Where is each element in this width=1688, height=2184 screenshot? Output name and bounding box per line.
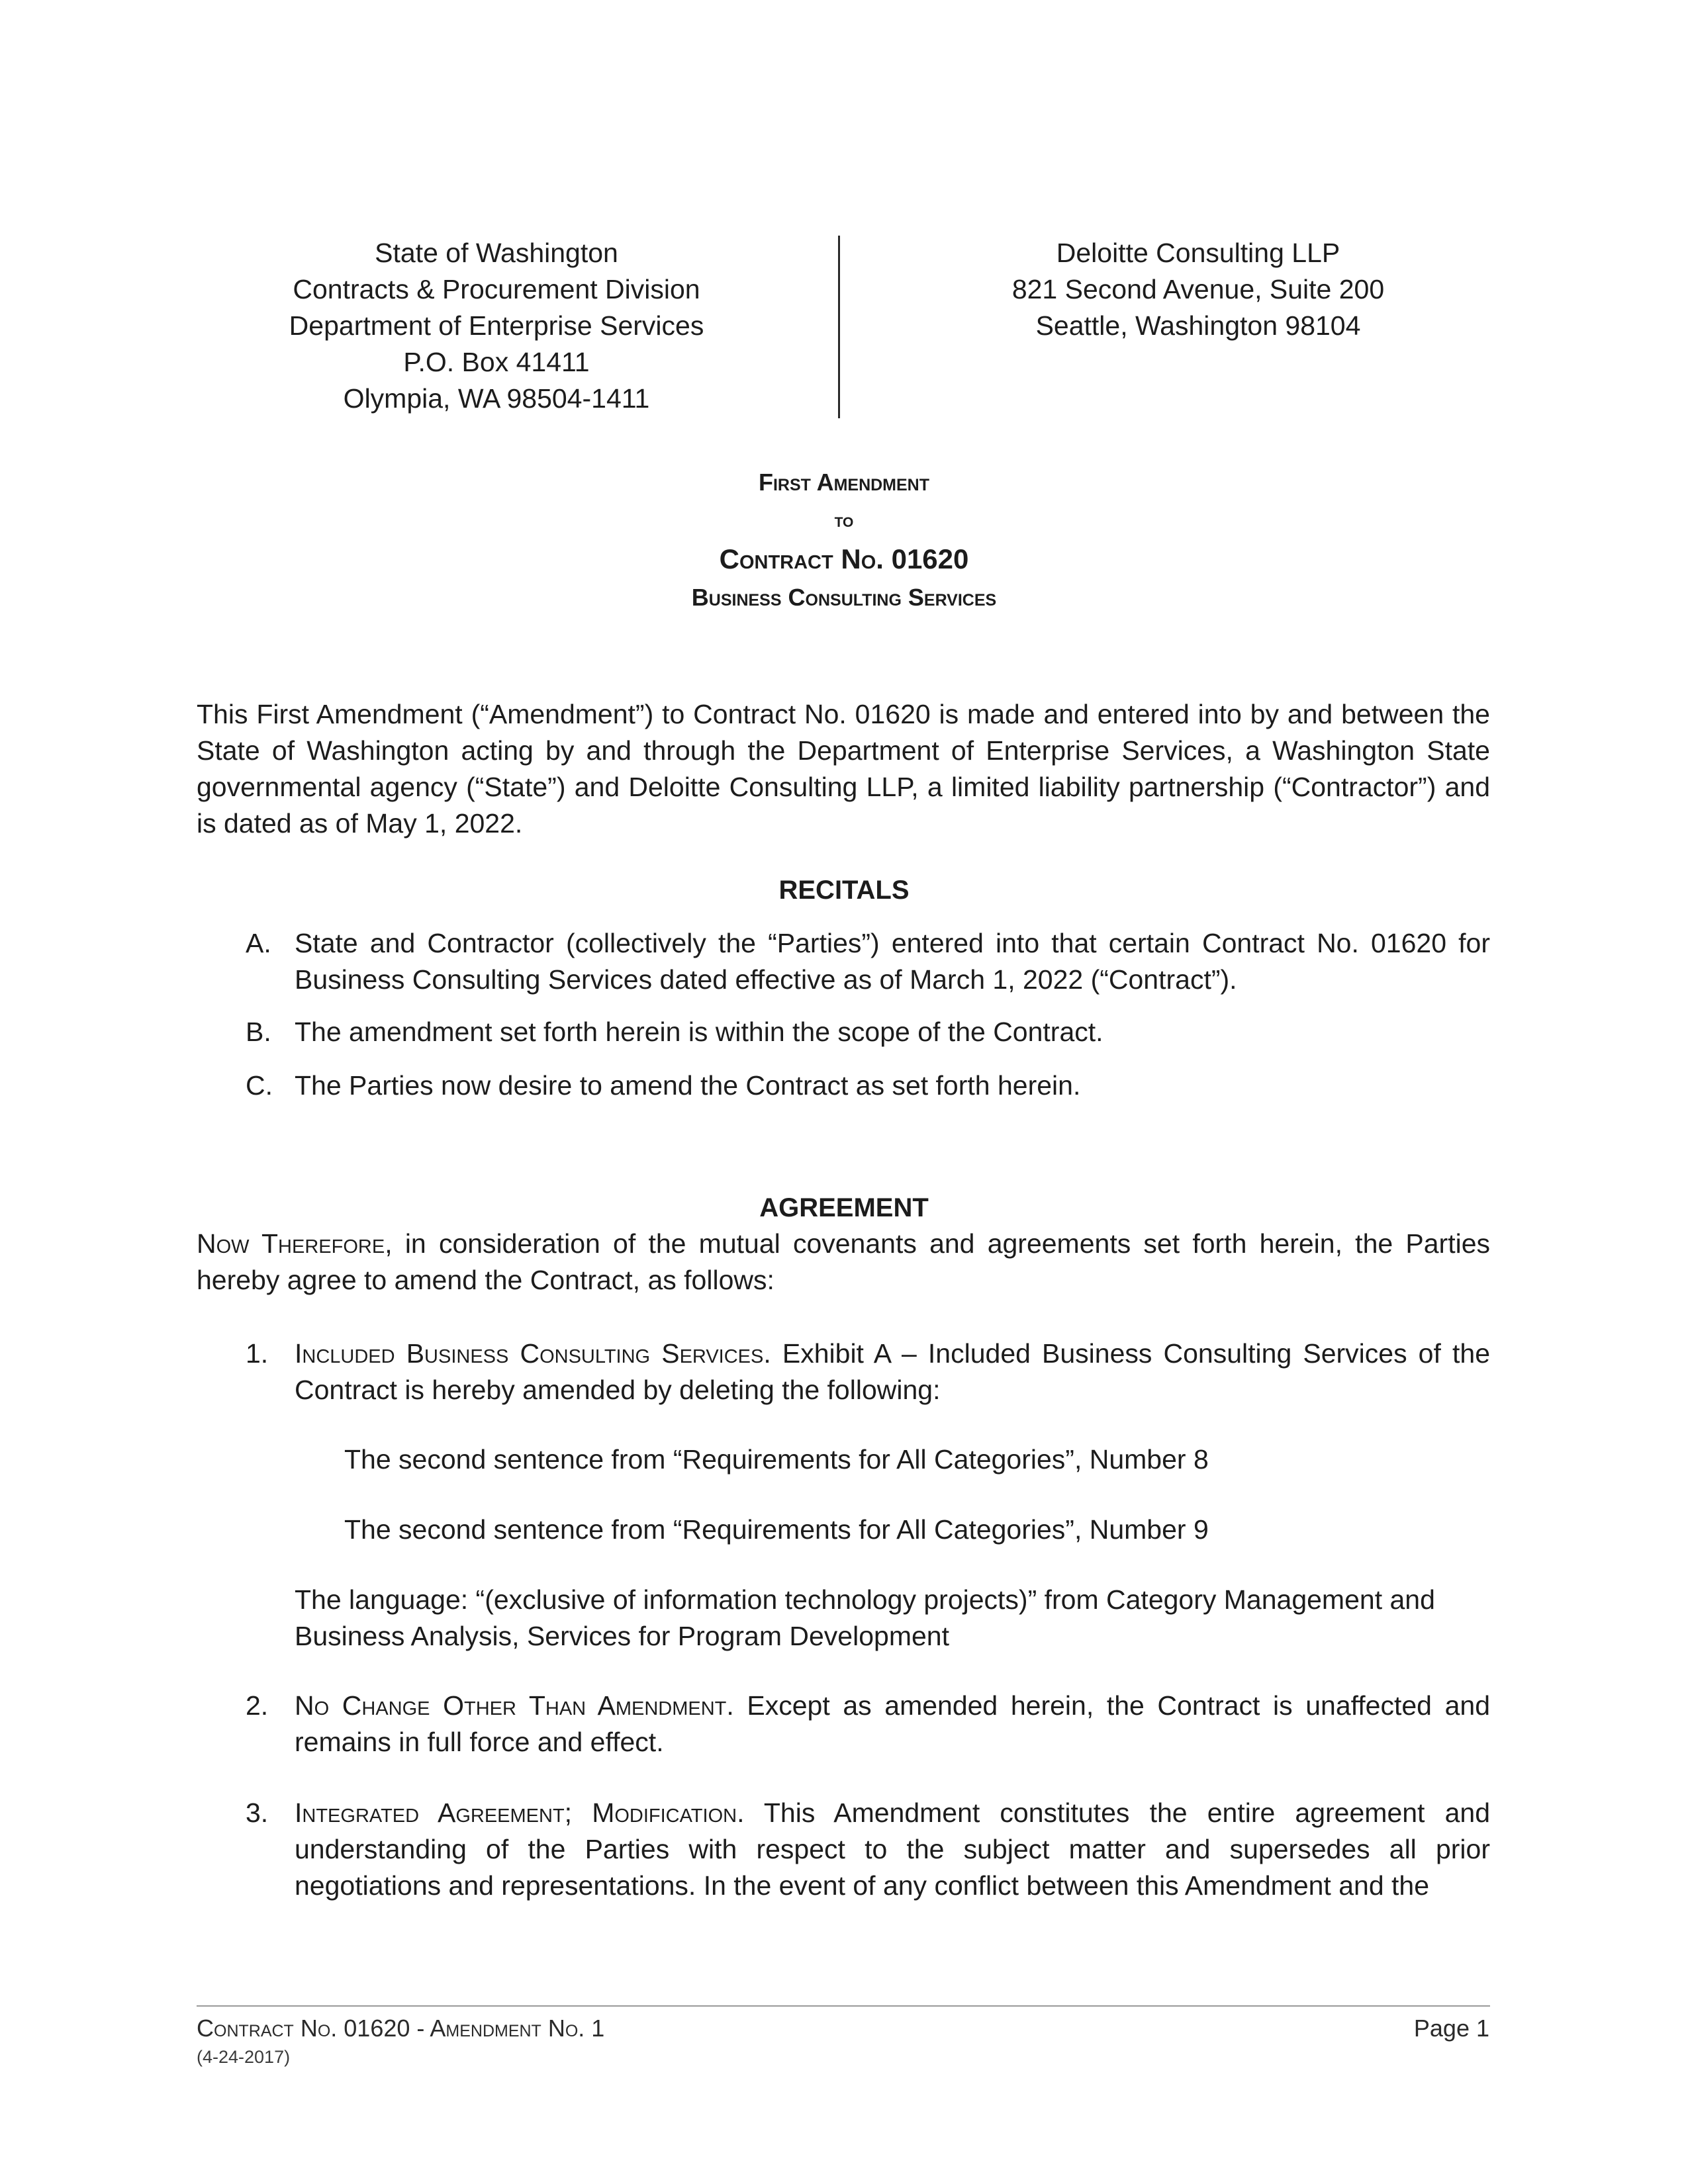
- footer-divider: [197, 2005, 1490, 2007]
- list-marker: A.: [246, 928, 271, 958]
- list-marker: 3.: [246, 1797, 269, 1828]
- list-marker: 1.: [246, 1338, 269, 1369]
- footer-contract-label: Contract No. 01620 - Amendment No. 1: [197, 2015, 605, 2042]
- agreement-item-text: [295, 1336, 1490, 1408]
- recital-text: The Parties now desire to amend the Contract as set forth herein.: [295, 1070, 1081, 1101]
- agreement-item-text: [295, 1795, 1490, 1904]
- lead-caps: Now Therefore: [197, 1228, 385, 1259]
- title-line-service-name: Business Consulting Services: [691, 584, 997, 611]
- agreement-lead-paragraph: [197, 1226, 1490, 1298]
- agreement-heading: AGREEMENT: [759, 1193, 929, 1222]
- address-line: Department of Enterprise Services: [289, 310, 704, 341]
- item-body: Except as amended herein, the Contract is unaffected and remains in full force and effect.: [295, 1690, 1491, 1757]
- address-line: 821 Second Avenue, Suite 200: [1011, 274, 1385, 304]
- contractor-address-block: [907, 235, 1489, 344]
- address-line: Deloitte Consulting LLP: [1056, 238, 1340, 268]
- title-line-to: to: [834, 510, 854, 531]
- document-title: [0, 463, 1688, 617]
- address-line: Contracts & Procurement Division: [293, 274, 700, 304]
- item-caption: Integrated Agreement; Modification.: [295, 1797, 745, 1828]
- agreement-item-text: [295, 1688, 1490, 1760]
- item-body: Exhibit A – Included Business Consulting Services of the Contract is hereby amended by deleting the following:: [295, 1338, 1490, 1405]
- item-caption: Included Business Consulting Services.: [295, 1338, 771, 1369]
- footer-page-number: Page 1: [1413, 2015, 1489, 2042]
- title-line-contract-number: Contract No. 01620: [719, 543, 969, 574]
- recitals-heading: RECITALS: [778, 876, 910, 905]
- state-address-block: [225, 235, 768, 417]
- recital-item: [197, 1068, 1490, 1104]
- footer-revision-date: (4-24-2017): [197, 2047, 291, 2067]
- agreement-item: [197, 1336, 1490, 1408]
- intro-paragraph: This First Amendment (“Amendment”) to Contract No. 01620 is made and entered into by and between the State of Washington acting by and through the Department of Enterprise Services, a Washington State governmental agency (“State”) and Deloitte Consulting LLP, a limited liability partnership (“Contractor”) and is dated as of May 1, 2022.: [197, 699, 1490, 839]
- address-line: Seattle, Washington 98104: [1035, 310, 1361, 341]
- list-marker: 2.: [246, 1690, 269, 1721]
- list-marker: C.: [246, 1070, 273, 1101]
- deleted-language-paragraph: The language: “(exclusive of information technology projects)” from Category Management and Business Analysis, Services for Program Development: [295, 1584, 1435, 1651]
- address-line: State of Washington: [375, 238, 618, 268]
- recital-item: [197, 925, 1490, 998]
- recital-text: The amendment set forth herein is within the scope of the Contract.: [295, 1017, 1103, 1047]
- agreement-item: [197, 1688, 1490, 1760]
- recital-text: State and Contractor (collectively the “Parties”) entered into that certain Contract No. 01620 for Business Consulting Services dated effective as of March 1, 2022 (“Contract”).: [295, 928, 1490, 995]
- address-line: Olympia, WA 98504-1411: [343, 383, 650, 414]
- deletion-line: The second sentence from “Requirements for All Categories”, Number 8: [344, 1444, 1209, 1475]
- title-line-amendment: First Amendment: [758, 469, 930, 496]
- lead-text: , in consideration of the mutual covenants and agreements set forth herein, the Parties hereby agree to amend the Contract, as follows:: [197, 1228, 1490, 1295]
- recital-item: [197, 1014, 1490, 1050]
- header-divider: [838, 236, 840, 418]
- item-caption: No Change Other Than Amendment.: [295, 1690, 734, 1721]
- address-line: P.O. Box 41411: [403, 347, 590, 377]
- agreement-item: [197, 1795, 1490, 1904]
- item-body: This Amendment constitutes the entire agreement and understanding of the Parties with respect to the subject matter and supersedes all prior negotiations and representations. In the event of any conflict between this Amendment and the: [295, 1797, 1490, 1901]
- deletion-line: The second sentence from “Requirements for All Categories”, Number 9: [344, 1514, 1209, 1545]
- list-marker: B.: [246, 1017, 271, 1047]
